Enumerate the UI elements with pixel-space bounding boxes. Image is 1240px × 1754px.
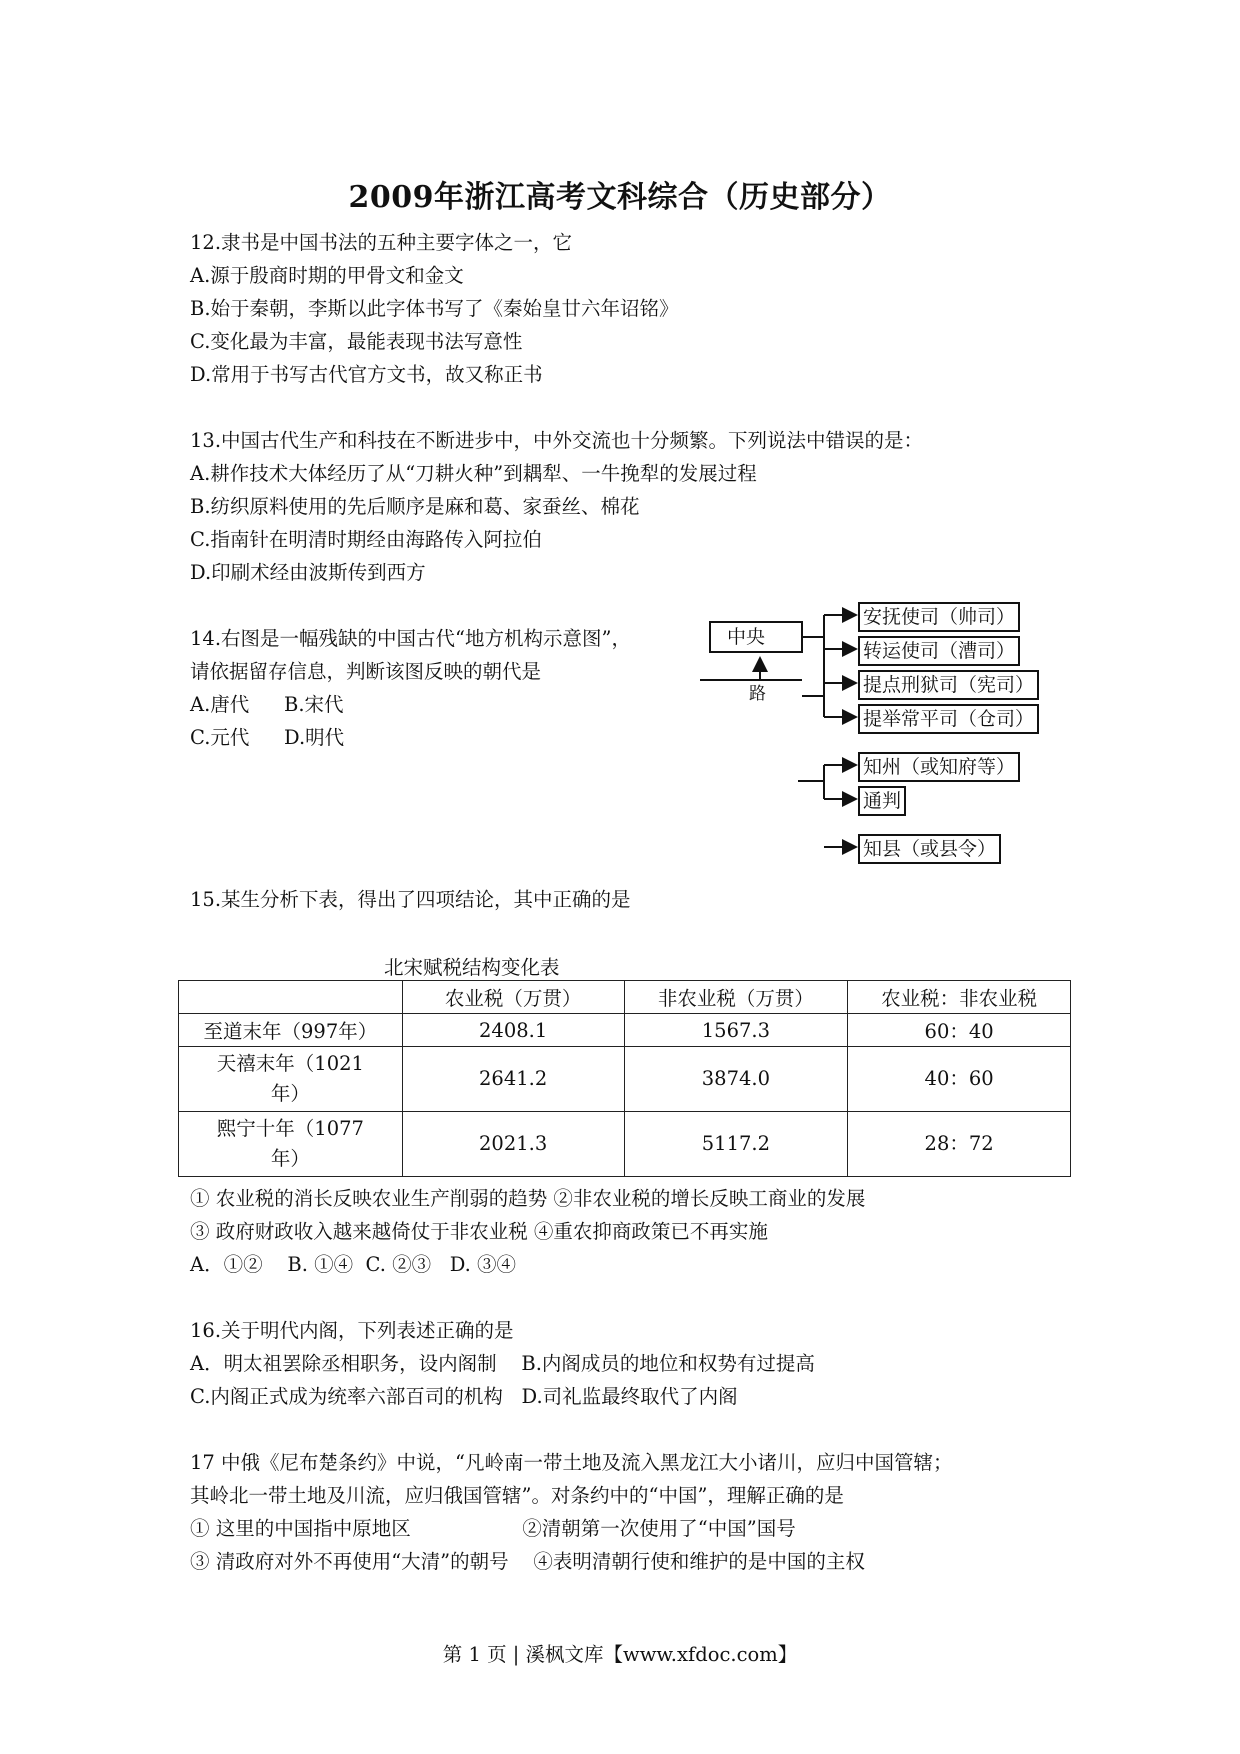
q14-options-cd	[190, 725, 344, 751]
tax-structure-table	[178, 980, 1071, 1177]
q13-stem: 13.中国古代生产和科技在不断进步中，中外交流也十分频繁。下列说法中错误的是：	[190, 429, 924, 452]
q17-stem-line2: 其岭北一带土地及川流，应归俄国管辖”。对条约中的“中国”，理解正确的是	[190, 1484, 844, 1507]
table-cell-ratio: 60：40	[848, 1014, 1071, 1047]
q14-options-ab	[190, 692, 344, 718]
q14-option-c: C.元代	[190, 726, 250, 749]
q14-option-a: A.唐代	[190, 693, 250, 716]
year-line-2: 年）	[270, 1147, 310, 1170]
q13-option-d: D.印刷术经由波斯传到西方	[190, 561, 426, 584]
table-header-row	[179, 981, 1071, 1014]
q15-options: A．①② B. ①④ C. ②③ D. ③④	[190, 1253, 517, 1276]
diagram-zhou-office-1: 知州（或知府等）	[858, 752, 1020, 782]
table-cell-year: 至道末年（997年）	[179, 1014, 403, 1047]
q13-option-b: B.纺织原料使用的先后顺序是麻和葛、家蚕丝、棉花	[190, 495, 640, 518]
page-footer: 第 1 页 | 溪枫文库【www.xfdoc.com】	[442, 1643, 798, 1666]
q14-stem-line1: 14.右图是一幅残缺的中国古代“地方机构示意图”，	[190, 627, 631, 650]
q15-stem: 15.某生分析下表，得出了四项结论，其中正确的是	[190, 888, 631, 911]
diagram-lu-office-1: 安抚使司（帅司）	[858, 602, 1020, 632]
diagram-lu-office-4: 提举常平司（仓司）	[858, 704, 1039, 734]
table-cell-year	[179, 1112, 403, 1177]
diagram-zhou-office-2: 通判	[858, 786, 906, 816]
q13-option-c: C.指南针在明清时期经由海路传入阿拉伯	[190, 528, 542, 551]
table-header-cell	[179, 981, 403, 1014]
table-cell-agri: 2408.1	[402, 1014, 624, 1047]
table-caption: 北宋赋税结构变化表	[384, 956, 560, 979]
q15-conclusions-1: ① 农业税的消长反映农业生产削弱的趋势 ②非农业税的增长反映工商业的发展	[190, 1187, 866, 1210]
q15-conclusions-2: ③ 政府财政收入越来越倚仗于非农业税 ④重农抑商政策已不再实施	[190, 1220, 768, 1243]
q17-options-line1: ① 这里的中国指中原地区 ②清朝第一次使用了“中国”国号	[190, 1517, 796, 1540]
q12-option-a: A.源于殷商时期的甲骨文和金文	[190, 264, 464, 287]
q17-options-line2: ③ 清政府对外不再使用“大清”的朝号 ④表明清朝行使和维护的是中国的主权	[190, 1550, 865, 1573]
table-cell-nonagri: 5117.2	[624, 1112, 848, 1177]
q13-option-a: A.耕作技术大体经历了从“刀耕火种”到耦犁、一牛挽犁的发展过程	[190, 462, 757, 485]
table-cell-year	[179, 1047, 403, 1112]
diagram-county-office: 知县（或县令）	[858, 834, 1001, 864]
q17-stem-line1: 17 中俄《尼布楚条约》中说，“凡岭南一带土地及流入黑龙江大小诸川，应归中国管辖；	[190, 1451, 953, 1474]
table-cell-ratio: 40：60	[848, 1047, 1071, 1112]
q16-options-ab: A．明太祖罢除丞相职务，设内阁制 B.内阁成员的地位和权势有过提高	[190, 1352, 815, 1375]
table-row	[179, 1014, 1071, 1047]
q12-option-d: D.常用于书写古代官方文书，故又称正书	[190, 363, 543, 386]
year-line-1: 天禧末年（1021	[216, 1052, 364, 1075]
q14-option-d: D.明代	[284, 726, 345, 749]
q14-option-b: B.宋代	[284, 693, 344, 716]
table-cell-agri: 2641.2	[402, 1047, 624, 1112]
q16-stem: 16.关于明代内阁，下列表述正确的是	[190, 1319, 514, 1342]
table-header-cell: 非农业税（万贯）	[624, 981, 848, 1014]
year-line-2: 年）	[270, 1082, 310, 1105]
local-institutions-diagram	[700, 600, 1080, 880]
table-cell-ratio: 28：72	[848, 1112, 1071, 1177]
page-title: 2009年浙江高考文科综合（历史部分）	[348, 180, 892, 215]
table-header-cell: 农业税：非农业税	[848, 981, 1071, 1014]
table-header-cell: 农业税（万贯）	[402, 981, 624, 1014]
table-cell-nonagri: 3874.0	[624, 1047, 848, 1112]
q12-stem: 12.隶书是中国书法的五种主要字体之一，它	[190, 231, 573, 254]
table-row	[179, 1047, 1071, 1112]
q16-options-cd: C.内阁正式成为统率六部百司的机构 D.司礼监最终取代了内阁	[190, 1385, 738, 1408]
q12-option-c: C.变化最为丰富，最能表现书法写意性	[190, 330, 523, 353]
diagram-center-label: 中央	[727, 626, 766, 648]
diagram-lu-office-3: 提点刑狱司（宪司）	[858, 670, 1039, 700]
q14-stem-line2: 请依据留存信息，判断该图反映的朝代是	[190, 660, 542, 683]
year-line-1: 熙宁十年（1077	[216, 1117, 364, 1140]
diagram-lu-label: 路	[749, 684, 766, 704]
table-cell-agri: 2021.3	[402, 1112, 624, 1177]
diagram-lu-office-2: 转运使司（漕司）	[858, 636, 1020, 666]
q12-option-b: B.始于秦朝，李斯以此字体书写了《秦始皇廿六年诏铭》	[190, 297, 679, 320]
table-row	[179, 1112, 1071, 1177]
table-cell-nonagri: 1567.3	[624, 1014, 848, 1047]
